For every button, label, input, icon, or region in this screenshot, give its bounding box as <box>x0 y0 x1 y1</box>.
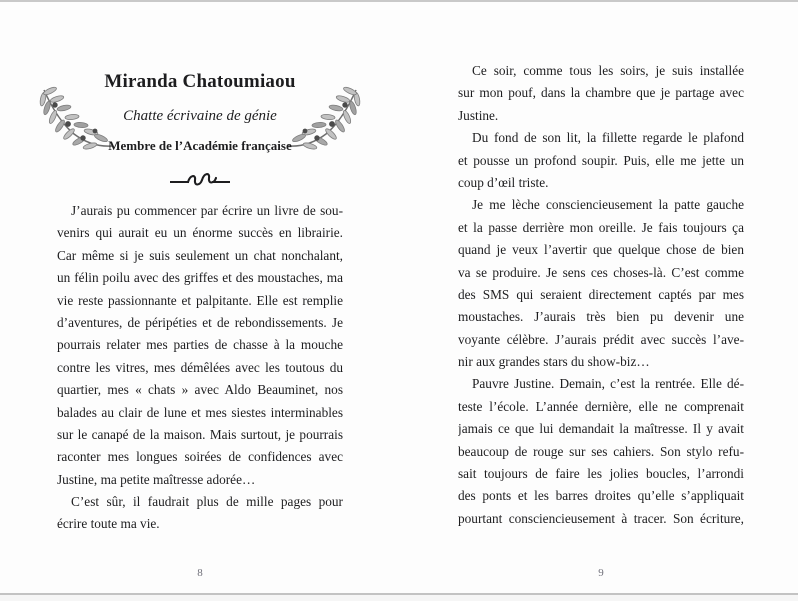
text-line: J’aurais pu commencer par écrire un livre de sou- <box>71 203 343 218</box>
text-line: balades au clair de lune et mes siestes interminables <box>57 404 343 420</box>
text-line: et pousse un profond soupir. Puis, elle me jette un <box>458 152 744 168</box>
paragraph <box>458 127 744 194</box>
author-name: Miranda Chatoumiaou <box>104 71 296 92</box>
text-line: pourtant consciencieusement à tracer. Son écriture, <box>458 510 744 526</box>
page-bottom-shadow <box>0 595 798 601</box>
text-line: Je me lèche consciencieusement la patte gauche <box>472 197 744 213</box>
text-line: d’aventures, de péripéties et de rebondissements. Je <box>57 314 343 330</box>
paragraph <box>57 200 343 491</box>
text-line: raconter mes longues soirées de confidences avec <box>57 449 343 465</box>
right-page <box>458 0 744 601</box>
text-line: venirs qui aurait eu un énorme succès en librairie. <box>57 225 343 241</box>
text-line: teste l’école. L’année dernière, elle ne comprenait <box>458 398 744 414</box>
paragraph <box>458 373 744 530</box>
page-number-left: 8 <box>197 567 203 579</box>
paragraph <box>57 491 343 536</box>
text-line: jamais ce que lui demandait la maîtresse. Il y avait <box>458 421 744 437</box>
text-line: Pauvre Justine. Demain, c’est la rentrée. Elle dé- <box>472 376 744 392</box>
left-page-text <box>57 200 343 536</box>
text-line: Ce soir, comme tous les soirs, je suis installée <box>472 63 744 78</box>
text-line: moustaches. J’aurais très bien pu devenir une <box>458 309 744 325</box>
text-line: sur mon pouf, dans la chambre que je partage avec <box>458 85 744 101</box>
text-line: sait toujours de faire les jolies boucles, l’arrondi <box>458 466 744 482</box>
paragraph <box>458 194 744 373</box>
text-line: vie reste passionnante et palpitante. Elle est remplie <box>57 292 343 308</box>
text-line: nir aux grandes stars du show-biz… <box>458 354 650 370</box>
text-line: Justine. <box>458 107 499 123</box>
text-line: et la passe derrière mon oreille. Je fais toujours ça <box>458 219 744 235</box>
twisted-rope-divider-icon <box>168 171 232 193</box>
text-line: C’est sûr, il faudrait plus de mille pages pour <box>71 494 343 510</box>
right-page-text <box>458 60 744 530</box>
page-number-right: 9 <box>598 567 604 579</box>
text-line: voyante célèbre. J’aurais prédit avec succès l’ave- <box>458 331 744 347</box>
text-line: des ponts et les barres droites qu’elle s’appliquait <box>458 488 744 504</box>
text-line: un félin poilu avec des griffes et des moustaches, ma <box>57 270 343 286</box>
text-line: Justine, ma petite maîtresse adorée… <box>57 471 256 487</box>
text-line: Car même si je suis seulement un chat nonchalant, <box>57 247 343 263</box>
author-affiliation: Membre de l’Académie française <box>108 138 292 153</box>
author-subtitle: Chatte écrivaine de génie <box>123 108 277 124</box>
text-line: des SMS qui seraient directement captés par mes <box>458 286 744 302</box>
text-line: Du fond de son lit, la fillette regarde le plafond <box>472 130 744 146</box>
left-page <box>57 0 343 601</box>
text-line: pourrais relater mes parties de chasse à la mouche <box>57 337 343 353</box>
text-line: beaucoup de rouge sur ses cahiers. Son stylo refu- <box>458 443 744 459</box>
text-line: quand je veux l’avertir que quelque chose de bien <box>458 242 744 258</box>
text-line: contre les vitres, mes démêlées avec les toutous du <box>57 359 343 375</box>
text-line: va se produire. Je sens ces choses-là. C’est comme <box>458 264 744 280</box>
paragraph <box>458 60 744 127</box>
text-line: sur le canapé de la maison. Mais surtout, je pourrais <box>57 426 343 442</box>
text-line: coup d’œil triste. <box>458 174 549 190</box>
text-line: quartier, mes « chats » avec Aldo Beauminet, nos <box>57 382 343 398</box>
text-line: écrire toute ma vie. <box>57 516 160 532</box>
